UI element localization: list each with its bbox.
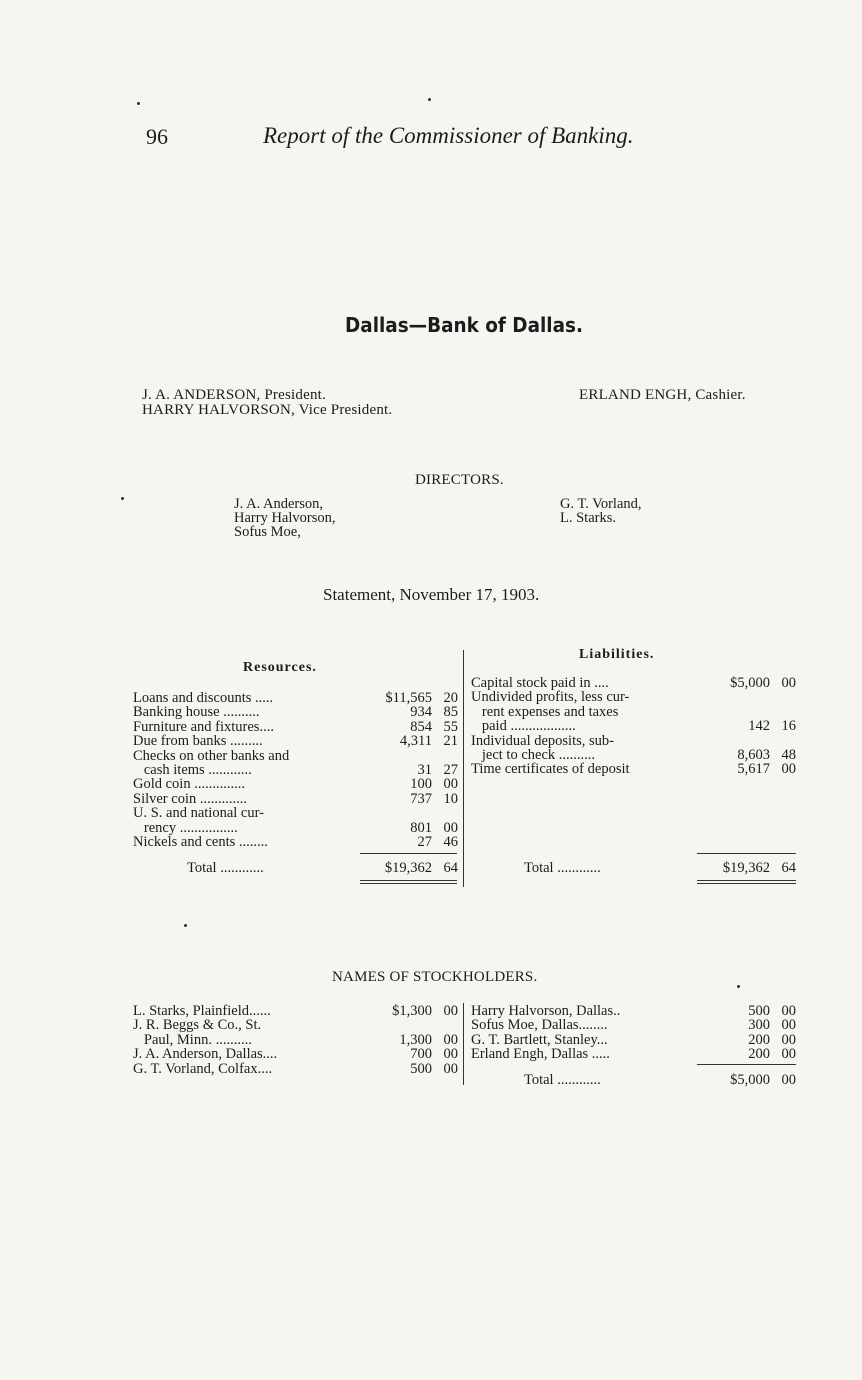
liability-row-label: Undivided profits, less cur-: [471, 689, 630, 706]
column-divider: [463, 650, 464, 887]
stockholder-row-label: L. Starks, Plainfield......: [133, 1003, 271, 1019]
resource-row-dollars: 4,311: [399, 733, 432, 750]
page-number: 96: [146, 124, 168, 149]
resource-row-cents: 55: [443, 718, 458, 735]
ink-speck: [184, 924, 187, 927]
ink-speck: [737, 985, 740, 988]
stockholder-row-label: Sofus Moe, Dallas........: [471, 1017, 608, 1034]
resource-row-label: rency ................: [133, 819, 238, 836]
statement-heading: Statement, November 17, 1903.: [323, 585, 540, 604]
resource-row-dollars: $11,565: [385, 690, 432, 706]
resource-row-dollars: 100: [410, 776, 432, 793]
resource-row-label: Nickels and cents ........: [133, 834, 268, 850]
stockholder-row-cents: 00: [781, 1046, 796, 1063]
bank-title: Dallas—Bank of Dallas.: [345, 313, 583, 337]
stockholder-row-label: Paul, Minn. ..........: [133, 1031, 252, 1048]
stockholders-total-label: Total ............: [524, 1072, 601, 1088]
resource-row-cents: 10: [443, 790, 458, 807]
resource-row-cents: 27: [443, 762, 458, 778]
director-name: J. A. Anderson,: [234, 496, 324, 512]
resource-row-label: Furniture and fixtures....: [133, 718, 274, 735]
director-name: L. Starks.: [560, 510, 616, 526]
liability-row-cents: 00: [781, 761, 796, 778]
stockholder-row-label: J. R. Beggs & Co., St.: [133, 1017, 262, 1034]
stockholder-row-label: Harry Halvorson, Dallas..: [471, 1003, 621, 1019]
resource-row-dollars: 854: [410, 718, 432, 735]
stockholder-row-label: J. A. Anderson, Dallas....: [133, 1046, 278, 1063]
stockholder-row-cents: 00: [781, 1017, 796, 1034]
stockholder-row-dollars: 200: [748, 1046, 770, 1063]
liabilities-total-label: Total ............: [524, 860, 601, 876]
stockholder-row-dollars: 200: [748, 1031, 770, 1048]
liability-row-dollars: 142: [748, 718, 770, 735]
resource-row-dollars: 31: [417, 762, 432, 778]
liabilities-double-rule: [697, 880, 796, 881]
stockholder-row-cents: 00: [443, 1046, 458, 1063]
stockholder-row-dollars: 1,300: [399, 1031, 432, 1048]
liability-row-dollars: 5,617: [737, 761, 770, 778]
liability-row-label: Individual deposits, sub-: [471, 732, 614, 749]
resources-total-dollars: $19,362: [384, 860, 432, 876]
ink-speck: [121, 497, 124, 500]
stockholder-row-cents: 00: [781, 1003, 796, 1019]
resource-row-cents: 85: [443, 704, 458, 721]
resource-row-label: Due from banks .........: [133, 733, 263, 750]
liability-row-cents: 48: [781, 747, 796, 763]
stockholders-total-cents: 00: [781, 1072, 796, 1088]
liability-row-dollars: 8,603: [737, 747, 770, 763]
stockholder-row-dollars: 300: [748, 1017, 770, 1034]
director-name: G. T. Vorland,: [560, 496, 642, 512]
stockholder-row-dollars: 700: [410, 1046, 432, 1063]
resource-row-label: cash items ............: [133, 762, 252, 778]
liability-row-label: paid ..................: [471, 718, 576, 735]
resources-double-rule: [360, 883, 457, 884]
resource-row-cents: 20: [443, 690, 458, 706]
vice-president-line: HARRY HALVORSON, Vice President.: [142, 402, 393, 418]
resources-heading: Resources.: [243, 660, 317, 675]
liability-row-label: Capital stock paid in ....: [471, 675, 609, 691]
resource-row-dollars: 934: [410, 704, 432, 721]
resource-row-cents: 46: [443, 834, 458, 850]
liabilities-total-cents: 64: [781, 860, 796, 876]
stockholder-row-dollars: $1,300: [392, 1003, 432, 1019]
liability-row-label: ject to check ..........: [471, 747, 596, 763]
resource-row-label: Silver coin .............: [133, 790, 247, 807]
liabilities-total-dollars: $19,362: [722, 860, 770, 876]
ink-speck: [428, 98, 431, 101]
stockholder-row-label: Erland Engh, Dallas .....: [471, 1046, 610, 1063]
stockholder-row-dollars: 500: [748, 1003, 770, 1019]
resource-row-dollars: 801: [410, 819, 432, 836]
cashier-line: ERLAND ENGH, Cashier.: [579, 387, 746, 403]
liabilities-double-rule: [697, 883, 796, 884]
directors-heading: DIRECTORS.: [415, 472, 504, 488]
resource-row-dollars: 27: [417, 834, 432, 850]
resource-row-label: Loans and discounts .....: [133, 690, 274, 706]
resource-row-dollars: 737: [410, 790, 432, 807]
resource-row-label: Banking house ..........: [133, 704, 260, 721]
resource-row-cents: 21: [443, 733, 458, 750]
stockholder-row-label: G. T. Vorland, Colfax....: [133, 1060, 273, 1077]
resource-row-label: Gold coin ..............: [133, 776, 245, 793]
director-name: Sofus Moe,: [234, 524, 301, 540]
liability-row-cents: 00: [781, 675, 796, 691]
liability-row-cents: 16: [781, 718, 796, 735]
resource-row-cents: 00: [443, 819, 458, 836]
liability-row-label: rent expenses and taxes: [471, 703, 619, 720]
resources-double-rule: [360, 880, 457, 881]
liability-row-label: Time certificates of deposit: [471, 761, 630, 778]
ink-speck: [137, 102, 140, 105]
liability-row-dollars: $5,000: [730, 675, 770, 691]
stockholders-heading: NAMES OF STOCKHOLDERS.: [332, 969, 538, 985]
stockholder-row-cents: 00: [443, 1003, 458, 1019]
running-title: Report of the Commissioner of Banking.: [263, 123, 634, 148]
stockholders-total-dollars: $5,000: [730, 1072, 770, 1088]
stockholder-row-cents: 00: [781, 1031, 796, 1048]
stockholder-row-label: G. T. Bartlett, Stanley...: [471, 1031, 608, 1048]
resource-row-label: Checks on other banks and: [133, 747, 290, 764]
resource-row-label: U. S. and national cur-: [133, 805, 264, 822]
liabilities-total-rule: [697, 853, 796, 854]
resource-row-cents: 00: [443, 776, 458, 793]
liabilities-heading: Liabilities.: [579, 647, 655, 662]
president-line: J. A. ANDERSON, President.: [142, 387, 326, 403]
resources-total-cents: 64: [443, 860, 458, 876]
stockholder-row-cents: 00: [443, 1060, 458, 1077]
stockholder-row-cents: 00: [443, 1031, 458, 1048]
stockholders-total-rule: [697, 1064, 796, 1065]
resources-total-label: Total ............: [187, 860, 264, 876]
director-name: Harry Halvorson,: [234, 510, 336, 526]
stockholder-row-dollars: 500: [410, 1060, 432, 1077]
stockholders-divider: [463, 1003, 464, 1085]
resources-total-rule: [360, 853, 457, 854]
